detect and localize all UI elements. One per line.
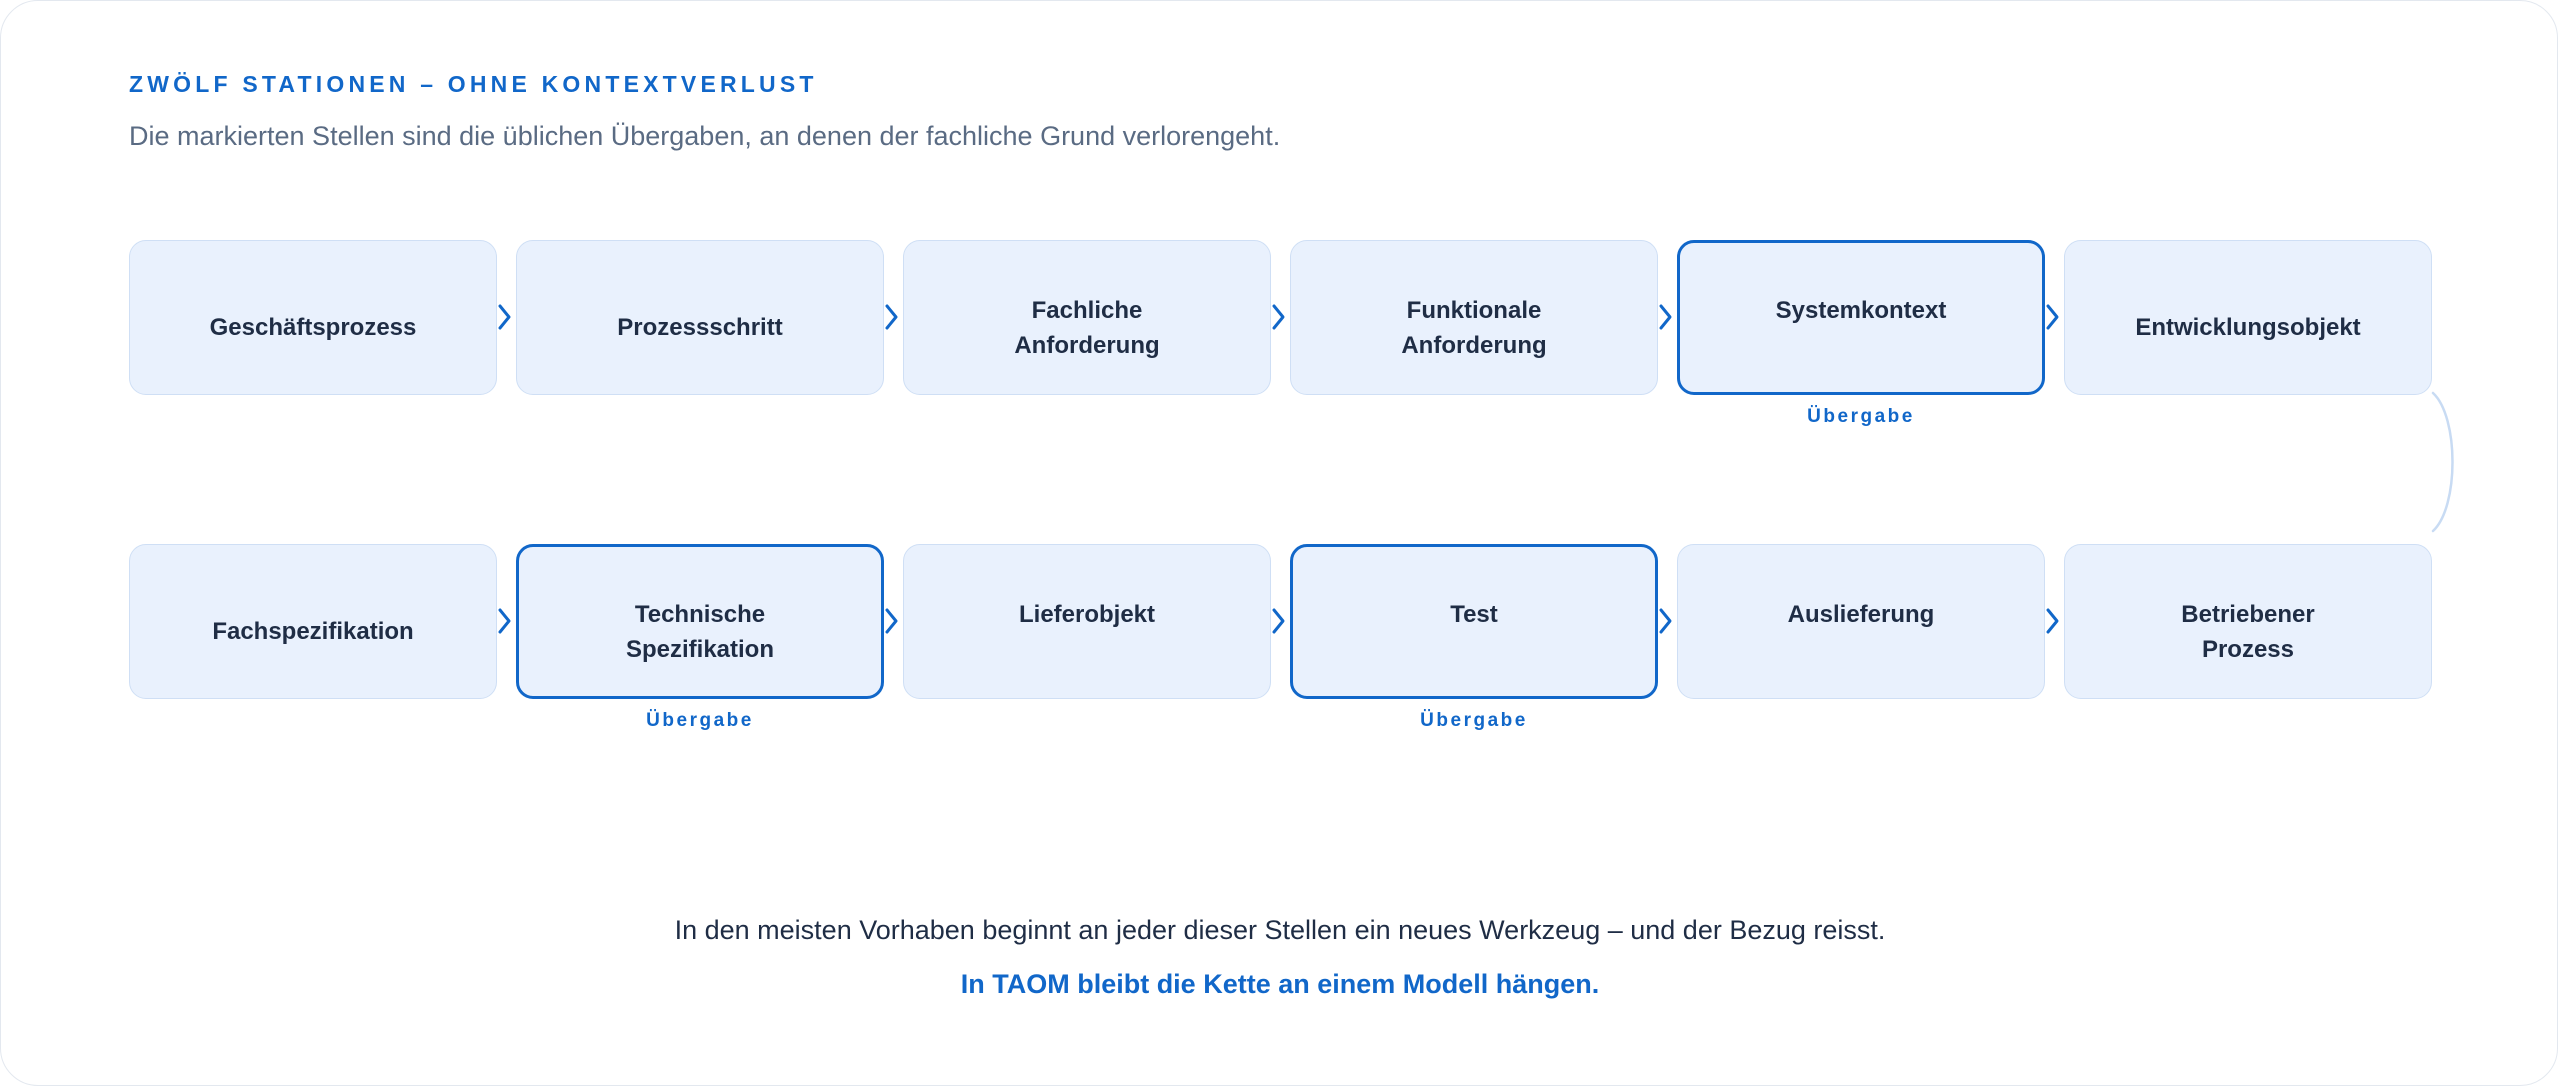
station-label: Technische Spezifikation <box>625 600 775 663</box>
station-test <box>1290 544 1658 699</box>
station-auslieferung <box>1677 544 2045 699</box>
station-prozessschritt <box>516 240 884 395</box>
station-geschaeftsprozess <box>129 240 497 395</box>
chevron-right-icon <box>1270 302 1288 332</box>
station-betriebener-prozess <box>2064 544 2432 699</box>
station-row-2 <box>129 544 2435 731</box>
station-label: Prozessschritt <box>617 314 783 341</box>
station-label: Lieferobjekt <box>1018 601 1156 628</box>
station-label: Betriebener Prozess <box>2181 600 2315 663</box>
station-label: Entwicklungsobjekt <box>2135 314 2361 341</box>
station-systemkontext <box>1677 240 2045 395</box>
subtitle: Die markierten Stellen sind die üblichen Übergaben, an denen der fachliche Grund verlorengeht. <box>129 121 1281 151</box>
footer-highlight: In TAOM bleibt die Kette an einem Modell hängen. <box>960 969 1600 999</box>
chevron-right-icon <box>496 302 514 332</box>
chevron-right-icon <box>1657 302 1675 332</box>
footer-statement: In den meisten Vorhaben beginnt an jeder dieser Stellen ein neues Werkzeug – und der Bezug reisst. <box>674 915 1886 945</box>
station-row-1 <box>129 240 2435 427</box>
handover-tag: Übergabe <box>1420 710 1528 731</box>
station-label: Test <box>1450 601 1498 628</box>
station-lieferobjekt <box>903 544 1271 699</box>
chevron-right-icon <box>496 606 514 636</box>
station-entwicklungsobjekt <box>2064 240 2432 395</box>
station-label: Funktionale Anforderung <box>1401 296 1547 359</box>
chevron-right-icon <box>2044 606 2062 636</box>
station-fachspezifikation <box>129 544 497 699</box>
chevron-right-icon <box>883 606 901 636</box>
station-funktionale-anforderung <box>1290 240 1658 395</box>
chevron-right-icon <box>883 302 901 332</box>
eyebrow-title: ZWÖLF STATIONEN – OHNE KONTEXTVERLUST <box>129 71 818 97</box>
station-label: Systemkontext <box>1775 297 1947 324</box>
chevron-right-icon <box>1270 606 1288 636</box>
chevron-right-icon <box>2044 302 2062 332</box>
chevron-right-icon <box>1657 606 1675 636</box>
row-connector-arc <box>2411 387 2471 537</box>
station-label: Geschäftsprozess <box>209 314 417 341</box>
handover-tag: Übergabe <box>1807 406 1915 427</box>
station-fachliche-anforderung <box>903 240 1271 395</box>
station-label: Auslieferung <box>1787 601 1935 628</box>
station-label: Fachliche Anforderung <box>1014 296 1160 359</box>
station-technische-spezifikation <box>516 544 884 699</box>
station-label: Fachspezifikation <box>212 618 414 645</box>
handover-tag: Übergabe <box>646 710 754 731</box>
